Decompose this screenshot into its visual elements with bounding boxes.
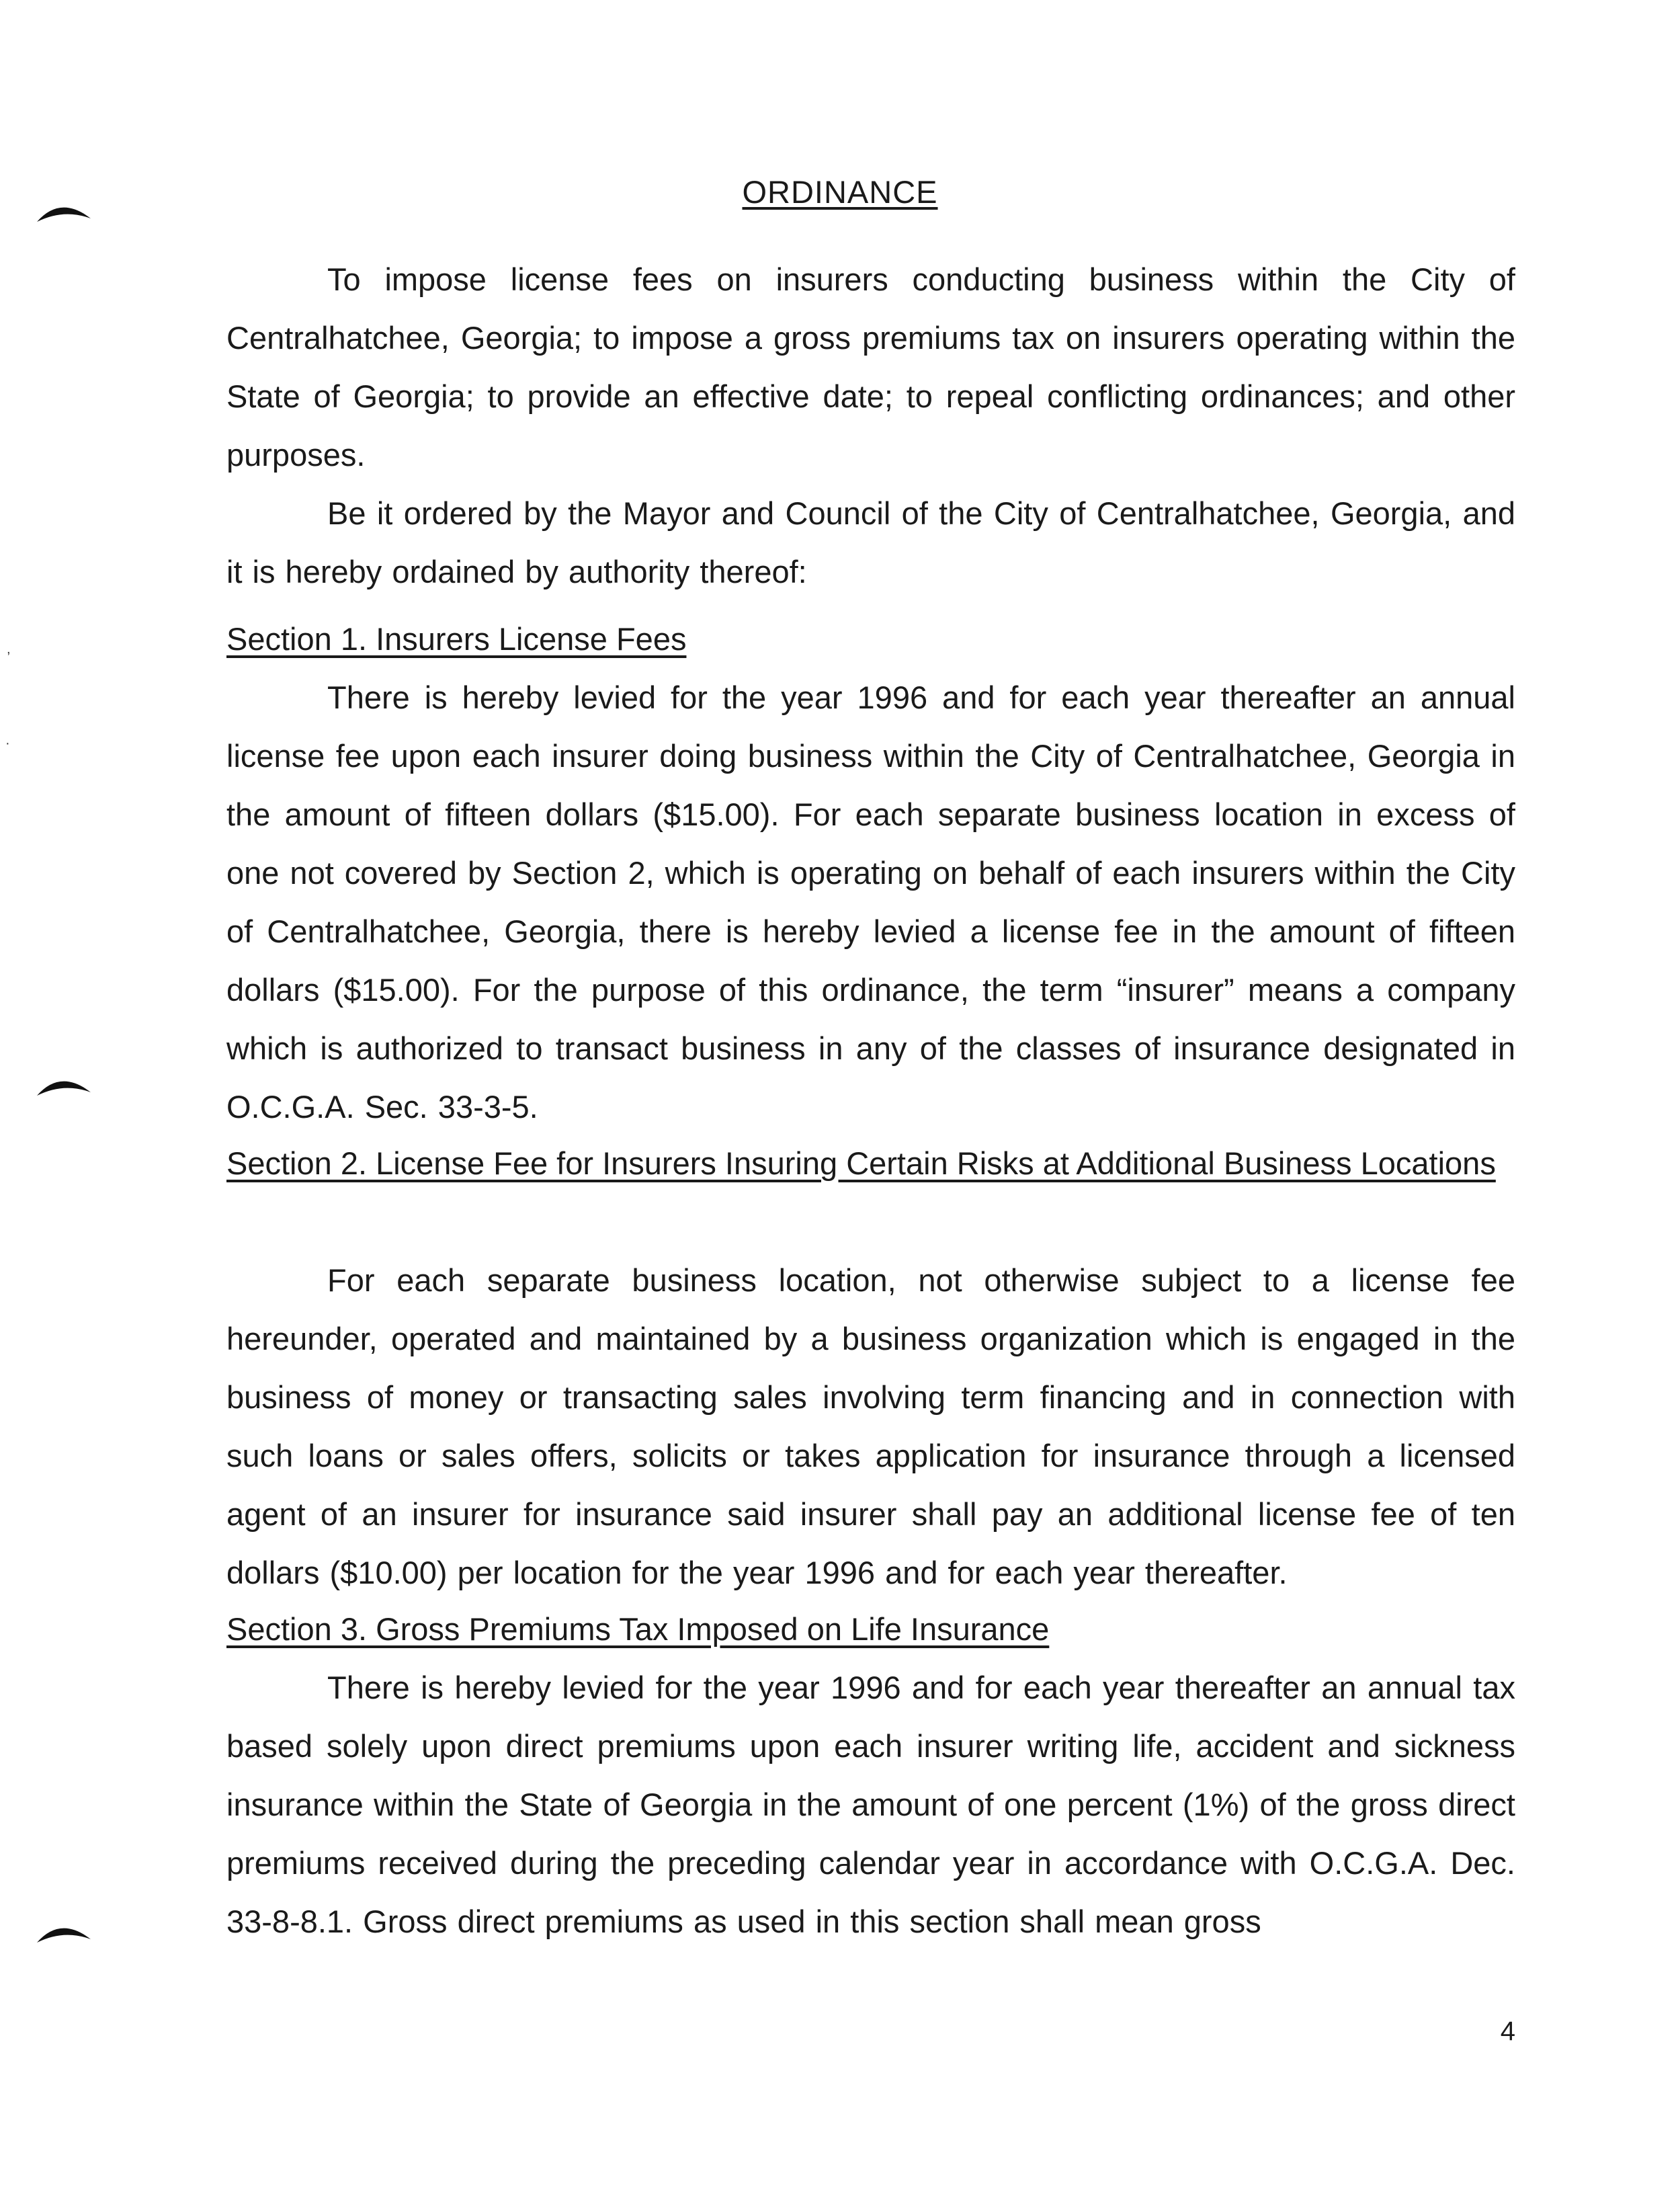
section-1-heading: Section 1. Insurers License Fees	[226, 621, 687, 657]
enactment-text: Be it ordered by the Mayor and Council of the City of Centralhatchee, Georgia, and it is hereby ordained by authority thereof:	[226, 495, 1515, 589]
binder-hole-mark	[27, 1062, 101, 1102]
section-2-text: For each separate business location, not otherwise subject to a license fee hereunder, operated and maintained by a business organization which is engaged in the business of money or transacting sales involving term financing and in connection with such loans or sales offers, solicits or takes application for insurance through a licensed agent of an insurer for insurance said insurer shall pay an additional license fee of ten dollars ($10.00) per location for the year 1996 and for each year thereafter.	[226, 1262, 1515, 1590]
enactment-paragraph	[226, 484, 1515, 601]
section-3-heading: Section 3. Gross Premiums Tax Imposed on Life Insurance	[226, 1611, 1050, 1647]
section-3-text: There is hereby levied for the year 1996 and for each year thereafter an annual tax based solely upon direct premiums upon each insurer writing life, accident and sickness insurance within the State of Georgia in the amount of one percent (1%) of the gross direct premiums received during the preceding calendar year in accordance with O.C.G.A. Dec. 33-8-8.1. Gross direct premiums as used in this section shall mean gross	[226, 1670, 1515, 1939]
binder-hole-mark	[27, 1909, 101, 1949]
page-title: ORDINANCE	[742, 174, 938, 210]
page-number: 4	[1500, 2017, 1515, 2046]
section-1-text: There is hereby levied for the year 1996 and for each year thereafter an annual license fee upon each insurer doing business within the City of Centralhatchee, Georgia in the amount of fifteen dollars ($15.00). For each separate business location in excess of one not covered by Section 2, which is operating on behalf of each insurers within the City of Centralhatchee, Georgia, there is hereby levied a license fee in the amount of fifteen dollars ($15.00). For the purpose of this ordinance, the term “insurer” means a company which is authorized to transact business in any of the classes of insurance designated in O.C.G.A. Sec. 33-3-5.	[226, 680, 1515, 1125]
section-2-paragraph	[226, 1251, 1515, 1602]
section-2-heading: Section 2. License Fee for Insurers Insuring Certain Risks at Additional Business Locations	[226, 1145, 1496, 1181]
scan-speck: ·	[5, 736, 10, 751]
purpose-paragraph	[226, 250, 1515, 484]
section-3-paragraph	[226, 1658, 1515, 1951]
scan-speck: ,	[7, 642, 11, 657]
section-1-paragraph	[226, 668, 1515, 1136]
purpose-text: To impose license fees on insurers conducting business within the City of Centralhatchee, Georgia; to impose a gross premiums tax on insurers operating within the State of Georgia; to provide an effective date; to repeal conflicting ordinances; and other purposes.	[226, 261, 1515, 473]
